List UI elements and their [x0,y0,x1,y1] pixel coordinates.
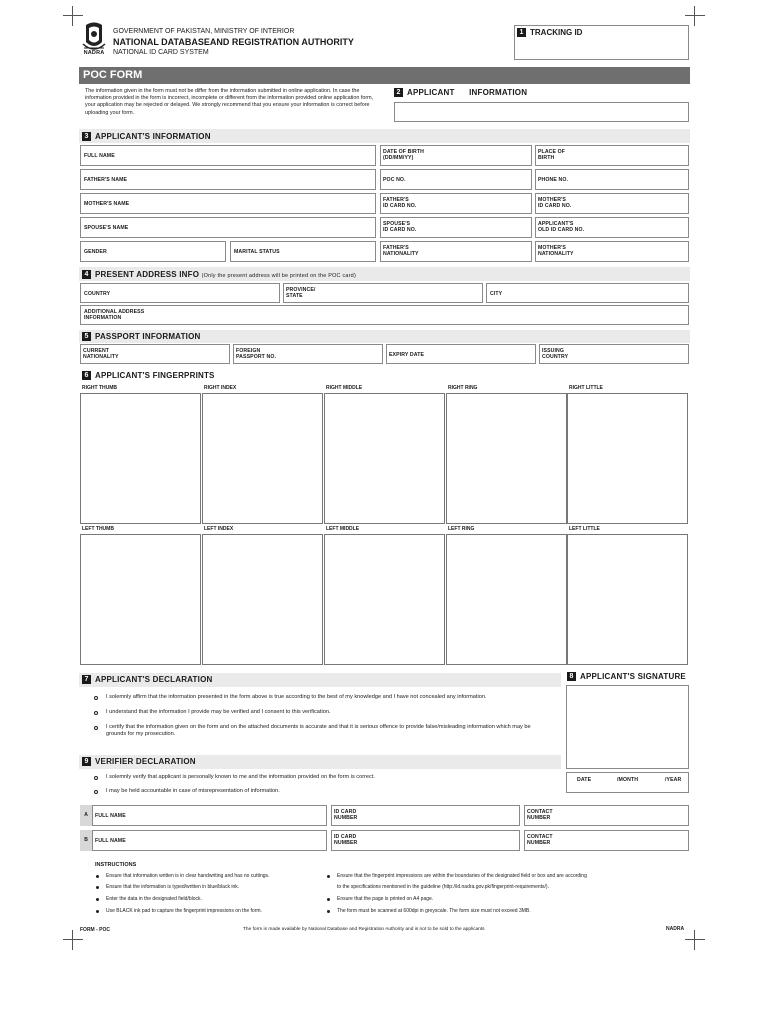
crop-mark-bottom-right [685,930,705,950]
fingerprint-box-right-3[interactable] [324,393,445,524]
fingerprint-box-left-1[interactable] [80,534,201,665]
instruction-item: Ensure that the information is typed/written in blue/black ink. [106,884,240,890]
verifier-b-name-field[interactable]: FULL NAME [92,830,327,851]
section-number: 1 [517,28,526,37]
verifier-item: I may be held accountable in case of misrepresentation of information. [106,788,280,794]
city-field[interactable]: CITY [486,283,689,303]
place-of-birth-field[interactable]: PLACE OF BIRTH [535,145,689,166]
instruction-item: The form must be scanned at 600dpi in greyscale. The form size must not exceed 3MB. [337,908,531,914]
fingerprint-box-right-5[interactable] [567,393,688,524]
bullet-icon [96,875,99,878]
section-6-title: 6 APPLICANT'S FINGERPRINTS [82,371,215,380]
full-name-field[interactable]: FULL NAME [80,145,376,166]
father-nationality-field[interactable]: FATHER'S NATIONALITY [380,241,532,262]
fingerprint-label: LEFT THUMB [82,526,114,532]
bullet-icon [327,875,330,878]
bullet-icon [94,711,98,715]
footer-brand: NADRA [666,926,685,932]
fingerprint-label: RIGHT RING [448,385,478,391]
signature-field[interactable] [566,685,689,769]
fingerprint-box-right-1[interactable] [80,393,201,524]
fingerprint-box-right-2[interactable] [202,393,323,524]
section-4-title: 4 PRESENT ADDRESS INFO (Only the present address will be printed on the POC card) [82,270,356,279]
form-title-bar [79,67,690,84]
fingerprint-box-right-4[interactable] [446,393,567,524]
system-name: NATIONAL ID CARD SYSTEM [113,49,209,56]
current-nationality-field[interactable]: CURRENT NATIONALITY [80,344,230,364]
bullet-icon [94,776,98,780]
crop-mark-top-right [685,6,705,26]
fingerprint-box-left-2[interactable] [202,534,323,665]
section-2-title: 2 APPLICANT INFORMATION [394,88,527,97]
verifier-a-name-field[interactable]: FULL NAME [92,805,327,826]
poc-no-field[interactable]: POC NO. [380,169,532,190]
instructions-title: INSTRUCTIONS [95,862,137,868]
bullet-icon [94,726,98,730]
phone-no-field[interactable]: PHONE NO. [535,169,689,190]
fingerprint-label: RIGHT LITTLE [569,385,603,391]
declaration-item: I understand that the information I provide may be verified and I consent to this verification. [106,709,331,715]
footer-form-code: FORM - POC [80,927,110,933]
gov-line: GOVERNMENT OF PAKISTAN, MINISTRY OF INTERIOR [113,28,295,35]
bullet-icon [94,696,98,700]
section-8-title: 8 APPLICANT'S SIGNATURE [567,672,686,681]
bullet-icon [96,886,99,889]
instruction-item: Enter the data in the designated field/block. [106,896,202,902]
spouse-name-field[interactable]: SPOUSE'S NAME [80,217,376,238]
instruction-item: Ensure that information written is in clear handwriting and has no cuttings. [106,873,270,879]
dob-field[interactable]: DATE OF BIRTH (DD/MM/YY) [380,145,532,166]
province-field[interactable]: PROVINCE/ STATE [283,283,483,303]
bullet-icon [327,898,330,901]
logo-text: NADRA [83,50,105,56]
fingerprint-label: RIGHT INDEX [204,385,237,391]
verifier-b-id-field[interactable]: ID CARD NUMBER [331,830,520,851]
fingerprint-label: RIGHT MIDDLE [326,385,363,391]
mother-id-field[interactable]: MOTHER'S ID CARD NO. [535,193,689,214]
fingerprint-label: RIGHT THUMB [82,385,117,391]
fingerprint-label: LEFT INDEX [204,526,234,532]
bullet-icon [96,898,99,901]
mother-nationality-field[interactable]: MOTHER'S NATIONALITY [535,241,689,262]
form-title: POC FORM [83,69,143,81]
section-5-title: 5 PASSPORT INFORMATION [82,332,200,341]
bullet-icon [327,910,330,913]
fingerprint-box-left-4[interactable] [446,534,567,665]
bullet-icon [96,910,99,913]
instruction-item: to the specifications mentioned in the guideline (http://id.nadra.gov.pk/fingerprint-requirements/). [337,884,549,890]
mother-name-field[interactable]: MOTHER'S NAME [80,193,376,214]
authority-name: NATIONAL DATABASEAND REGISTRATION AUTHORITY [113,37,354,47]
father-name-field[interactable]: FATHER'S NAME [80,169,376,190]
section-7-title: 7 APPLICANT'S DECLARATION [82,675,212,684]
old-id-field[interactable]: APPLICANT'S OLD ID CARD NO. [535,217,689,238]
applicant-information-field[interactable] [394,102,689,122]
section-3-title: 3 APPLICANT'S INFORMATION [82,132,211,141]
verifier-item: I solemnly verify that applicant is personally known to me and the information provided on the form is correct. [106,774,375,780]
crop-mark-bottom-left [63,930,83,950]
spouse-id-field[interactable]: SPOUSE'S ID CARD NO. [380,217,532,238]
verifier-a-contact-field[interactable]: CONTACT NUMBER [524,805,689,826]
bullet-icon [94,790,98,794]
fingerprint-label: LEFT MIDDLE [326,526,360,532]
foreign-passport-field[interactable]: FOREIGN PASSPORT NO. [233,344,383,364]
additional-address-field[interactable]: ADDITIONAL ADDRESS INFORMATION [80,305,689,325]
gender-field[interactable]: GENDER [80,241,226,262]
tracking-id-field[interactable] [514,25,689,60]
verifier-b-contact-field[interactable]: CONTACT NUMBER [524,830,689,851]
signature-date-field[interactable]: DATE /MONTH /YEAR [566,772,689,793]
tracking-id-label: TRACKING ID [530,28,583,37]
country-field[interactable]: COUNTRY [80,283,280,303]
marital-status-field[interactable]: MARITAL STATUS [230,241,376,262]
fingerprint-label: LEFT LITTLE [569,526,600,532]
fingerprint-label: LEFT RING [448,526,475,532]
instruction-item: Use BLACK ink pad to capture the fingerprint impressions on the form. [106,908,262,914]
instruction-item: Ensure that the page is printed on A4 page. [337,896,434,902]
issuing-country-field[interactable]: ISSUING COUNTRY [539,344,689,364]
fingerprint-box-left-3[interactable] [324,534,445,665]
verifier-a-id-field[interactable]: ID CARD NUMBER [331,805,520,826]
father-id-field[interactable]: FATHER'S ID CARD NO. [380,193,532,214]
notice-text: The information given in the form must not be differ from the information submitted in online application. In case the information provided in the form is incorrect, incomplete or different from the information provided online application form, your application may be rejected or delayed. We strongly recommend that you ensure your information is correct before uploading your form. [85,88,374,116]
verifier-tag: B [80,830,92,851]
footer-notice: The form is made available by National Database and Registration Authority and is not to be sold to the applicants [243,927,485,932]
section-9-title: 9 VERIFIER DECLARATION [82,757,196,766]
declaration-item: I solemnly affirm that the information presented in the form above is true according to the best of my knowledge and I have not concealed any information. [106,694,487,700]
expiry-date-field[interactable]: EXPIRY DATE [386,344,536,364]
instruction-item: Ensure that the fingerprint impressions are within the boundaries of the designated field or box and are according [337,873,587,879]
verifier-tag: A [80,805,92,826]
nadra-logo [80,20,108,60]
declaration-item: I certify that the information given on the form and on the attached documents is accurate and that it is serious offence to provide false/misleading information which may be grounds for my prosecution. [106,724,531,737]
fingerprint-box-left-5[interactable] [567,534,688,665]
